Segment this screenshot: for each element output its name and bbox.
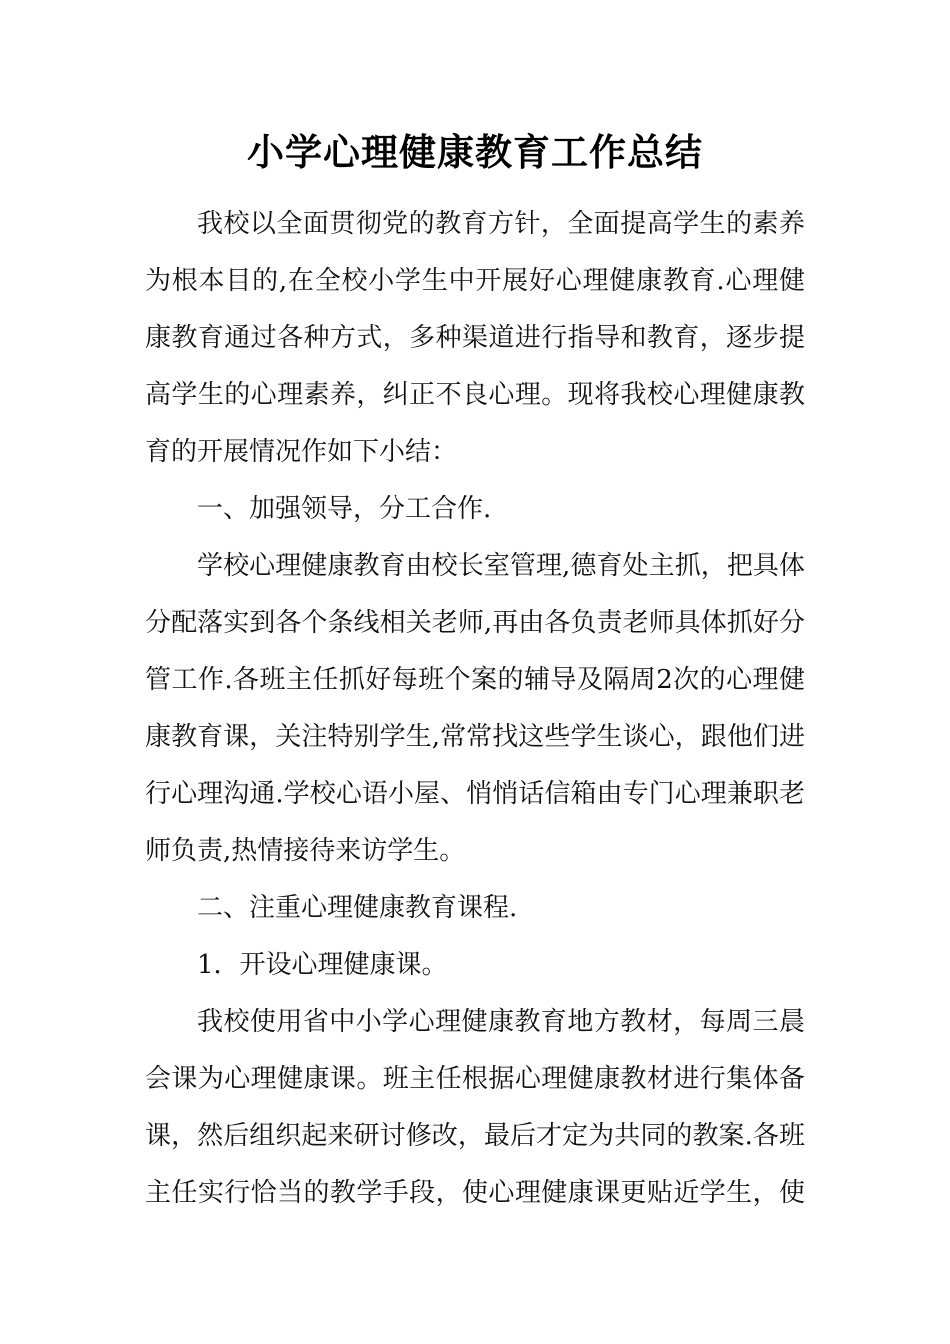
document-body bbox=[145, 196, 805, 1222]
paragraph-line: 课，然后组织起来研讨修改，最后才定为共同的教案.各班 bbox=[145, 1121, 805, 1151]
paragraph-line: 行心理沟通.学校心语小屋、悄悄话信箱由专门心理兼职老 bbox=[145, 779, 805, 809]
paragraph-line: 主任实行恰当的教学手段，使心理健康课更贴近学生，使 bbox=[145, 1178, 805, 1208]
paragraph-line: 康教育课，关注特别学生,常常找这些学生谈心，跟他们进 bbox=[145, 722, 805, 752]
paragraph-line: 我校使用省中小学心理健康教育地方教材，每周三晨 bbox=[197, 1007, 805, 1037]
paragraph-line: 学校心理健康教育由校长室管理,德育处主抓，把具体 bbox=[197, 551, 805, 581]
section-heading: 一、加强领导，分工合作. bbox=[197, 494, 492, 524]
subsection-heading: 1．开设心理健康课。 bbox=[197, 950, 448, 980]
paragraph-line: 为根本目的,在全校小学生中开展好心理健康教育.心理健 bbox=[145, 266, 805, 296]
section-heading: 二、注重心理健康教育课程. bbox=[197, 893, 518, 923]
paragraph-line: 管工作.各班主任抓好每班个案的辅导及隔周2次的心理健 bbox=[145, 665, 805, 695]
paragraph-line: 分配落实到各个条线相关老师,再由各负责老师具体抓好分 bbox=[145, 608, 805, 638]
paragraph-line: 我校以全面贯彻党的教育方针，全面提高学生的素养 bbox=[197, 209, 805, 239]
document-title: 小学心理健康教育工作总结 bbox=[247, 131, 703, 174]
paragraph-line: 高学生的心理素养，纠正不良心理。现将我校心理健康教 bbox=[145, 380, 805, 410]
paragraph-line: 康教育通过各种方式，多种渠道进行指导和教育，逐步提 bbox=[145, 323, 805, 353]
paragraph-line: 师负责,热情接待来访学生。 bbox=[145, 836, 466, 866]
paragraph-line: 会课为心理健康课。班主任根据心理健康教材进行集体备 bbox=[145, 1064, 805, 1094]
paragraph-line: 育的开展情况作如下小结： bbox=[145, 437, 458, 467]
